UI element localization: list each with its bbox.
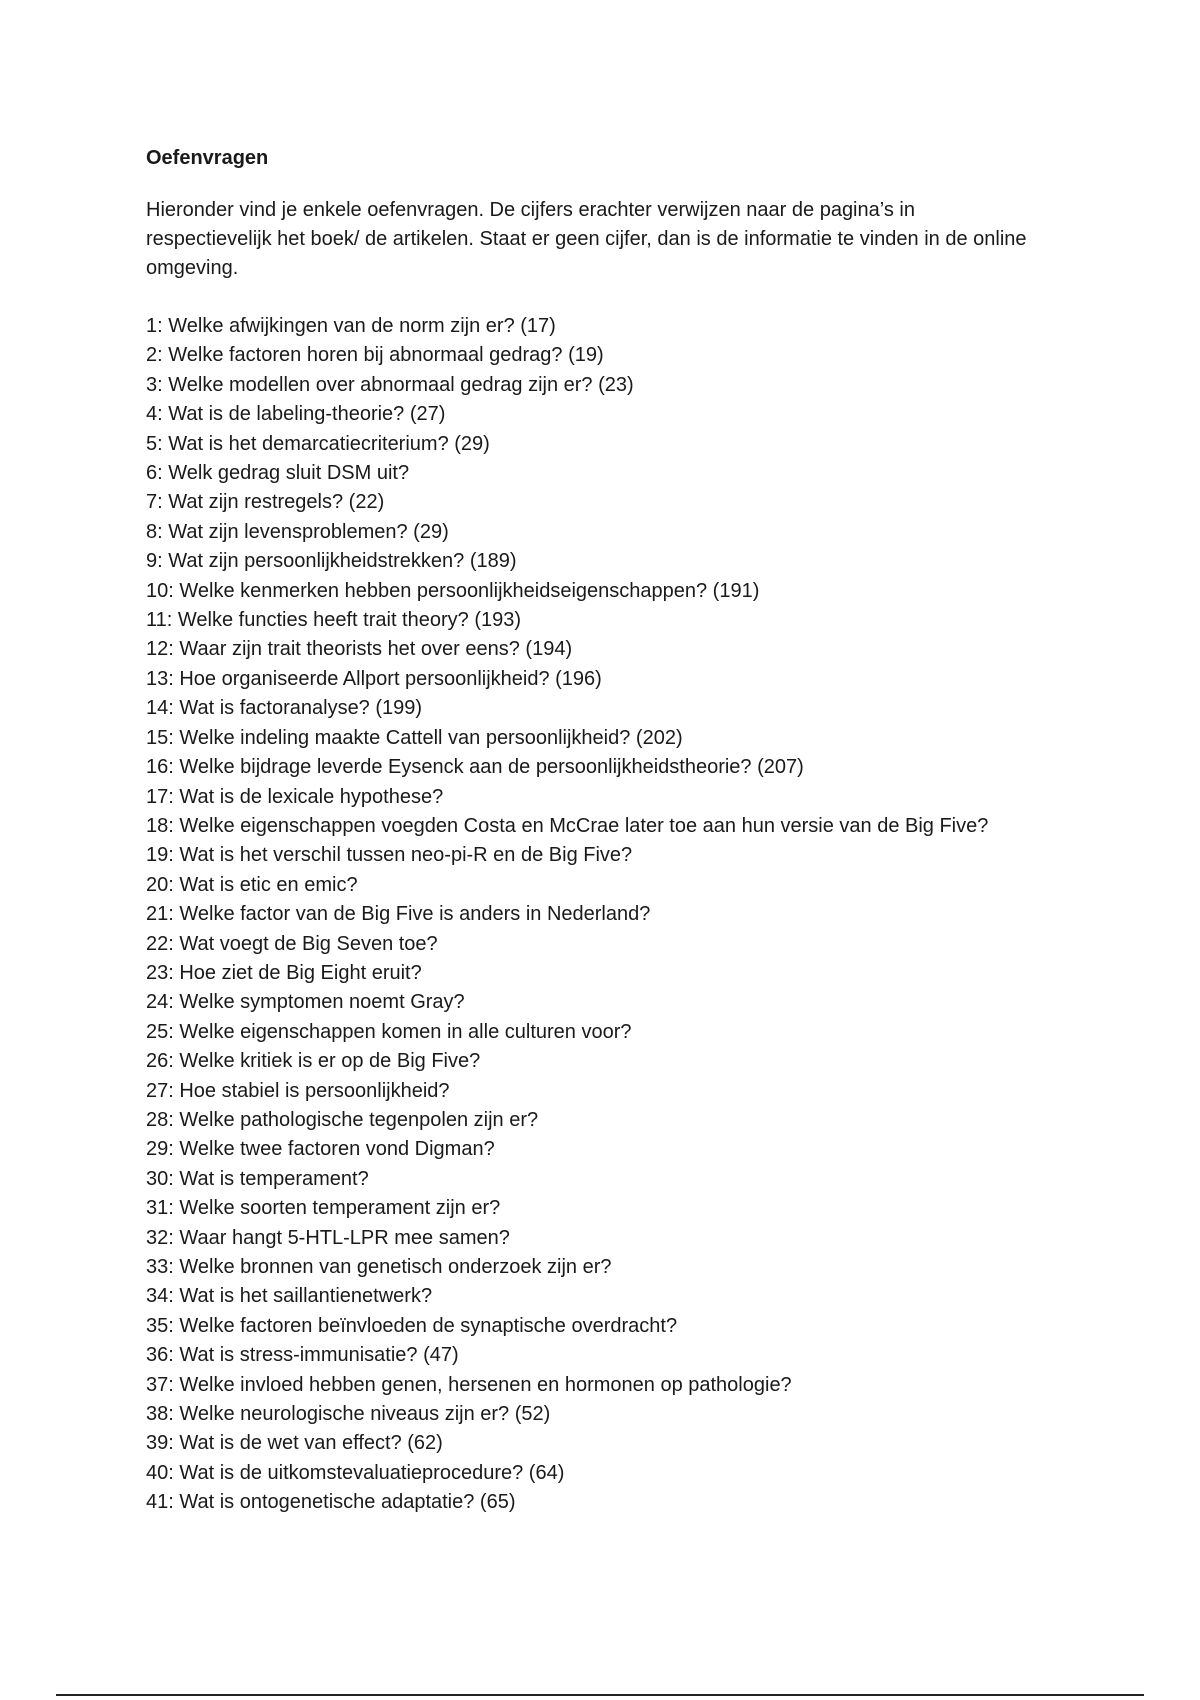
question-item: 5: Wat is het demarcatiecriterium? (29) [146,432,490,455]
question-item: 15: Welke indeling maakte Cattell van persoonlijkheid? (202) [146,726,683,749]
intro-paragraph: Hieronder vind je enkele oefenvragen. De cijfers erachter verwijzen naar de pagina’s in respectievelijk het boek/ de artikelen. Staat er geen cijfer, dan is de informatie te vinden in de online omgeving. [146,199,1027,279]
question-item: 14: Wat is factoranalyse? (199) [146,697,423,720]
question-item: 2: Welke factoren horen bij abnormaal gedrag? (19) [146,344,604,367]
question-item: 34: Wat is het saillantienetwerk? [146,1285,433,1308]
question-item: 10: Welke kenmerken hebben persoonlijkheidseigenschappen? (191) [146,579,760,602]
question-list [146,312,1046,1518]
question-item: 27: Hoe stabiel is persoonlijkheid? [146,1079,450,1102]
question-item: 17: Wat is de lexicale hypothese? [146,785,444,808]
question-item: 28: Welke pathologische tegenpolen zijn er? [146,1108,539,1131]
question-item: 29: Welke twee factoren vond Digman? [146,1138,495,1161]
question-item: 7: Wat zijn restregels? (22) [146,491,385,514]
question-item: 40: Wat is de uitkomstevaluatieprocedure? (64) [146,1461,565,1484]
document-page [146,145,1046,1518]
page-title: Oefenvragen [146,147,269,169]
question-item: 32: Waar hangt 5-HTL-LPR mee samen? [146,1226,510,1249]
question-item: 23: Hoe ziet de Big Eight eruit? [146,961,422,984]
question-item: 6: Welk gedrag sluit DSM uit? [146,462,410,485]
question-item: 37: Welke invloed hebben genen, hersenen en hormonen op pathologie? [146,1373,792,1396]
question-item: 30: Wat is temperament? [146,1167,369,1190]
question-item: 35: Welke factoren beïnvloeden de synaptische overdracht? [146,1314,678,1337]
question-item: 20: Wat is etic en emic? [146,873,358,896]
question-item: 31: Welke soorten temperament zijn er? [146,1197,501,1220]
question-item: 21: Welke factor van de Big Five is anders in Nederland? [146,903,651,926]
question-item: 16: Welke bijdrage leverde Eysenck aan de persoonlijkheidstheorie? (207) [146,756,804,779]
question-item: 8: Wat zijn levensproblemen? (29) [146,520,449,543]
question-item: 24: Welke symptomen noemt Gray? [146,991,465,1014]
question-item: 12: Waar zijn trait theorists het over eens? (194) [146,638,573,661]
question-item: 3: Welke modellen over abnormaal gedrag zijn er? (23) [146,373,634,396]
question-item: 13: Hoe organiseerde Allport persoonlijkheid? (196) [146,667,602,690]
question-item: 25: Welke eigenschappen komen in alle culturen voor? [146,1020,632,1043]
question-item: 19: Wat is het verschil tussen neo-pi-R en de Big Five? [146,844,633,867]
footer-divider [56,1694,1144,1696]
question-item: 11: Welke functies heeft trait theory? (193) [146,609,522,632]
question-item: 9: Wat zijn persoonlijkheidstrekken? (189) [146,550,517,573]
question-item: 26: Welke kritiek is er op de Big Five? [146,1050,481,1073]
question-item: 18: Welke eigenschappen voegden Costa en McCrae later toe aan hun versie van de Big Five? [146,814,989,837]
question-item: 36: Wat is stress-immunisatie? (47) [146,1344,459,1367]
question-item: 41: Wat is ontogenetische adaptatie? (65) [146,1491,516,1514]
question-item: 4: Wat is de labeling-theorie? (27) [146,403,446,426]
question-item: 33: Welke bronnen van genetisch onderzoek zijn er? [146,1256,612,1278]
question-item: 22: Wat voegt de Big Seven toe? [146,932,438,955]
question-item: 38: Welke neurologische niveaus zijn er? (52) [146,1403,551,1426]
question-item: 1: Welke afwijkingen van de norm zijn er? (17) [146,315,556,337]
question-item: 39: Wat is de wet van effect? (62) [146,1432,443,1455]
